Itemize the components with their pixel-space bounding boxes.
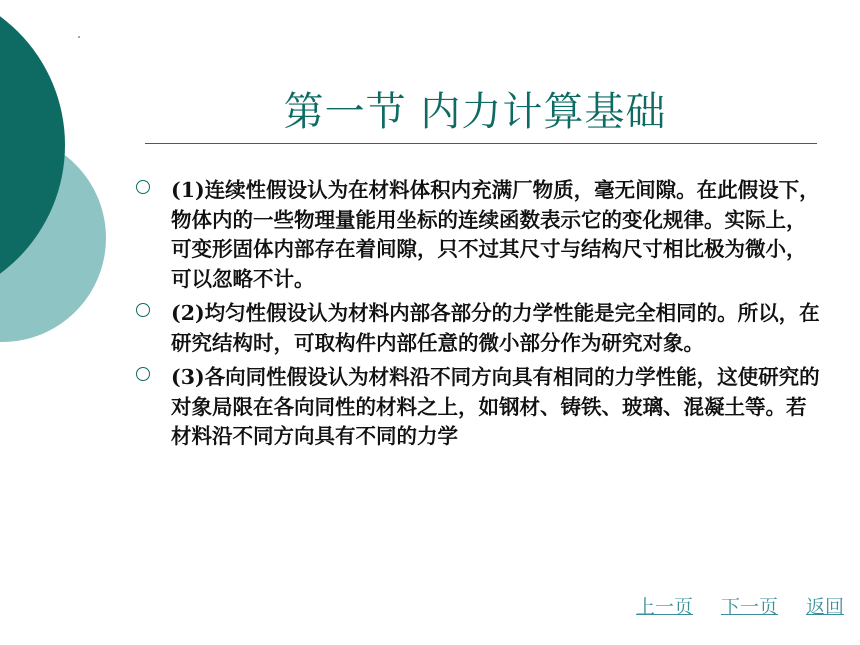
slide-title: 第一节 内力计算基础 [283, 89, 667, 135]
bullet-circle-icon [136, 180, 150, 194]
bullet-item [133, 363, 823, 452]
prev-page-link[interactable]: 上一页 [635, 596, 693, 618]
bullet-text: (2)均匀性假设认为材料内部各部分的力学性能是完全相同的。所以，在研究结构时，可取构件内部任意的微小部分作为研究对象。 [171, 301, 820, 355]
bullet-circle-icon [136, 303, 150, 317]
next-page-link[interactable]: 下一页 [720, 596, 778, 618]
bullet-text: (3)各向同性假设认为材料沿不同方向具有相同的力学性能，这使研究的对象局限在各向同性的材料之上，如钢材、铸铁、玻璃、混凝土等。若材料沿不同方向具有不同的力学 [171, 365, 820, 448]
small-dot [78, 36, 80, 38]
bullet-item [133, 299, 823, 358]
bullet-text: (1)连续性假设认为在材料体积内充满厂物质，毫无间隙。在此假设下，物体内的一些物理量能用坐标的连续函数表示它的变化规律。实际上，可变形固体内部存在着间隙，只不过其尺寸与结构尺寸相比极为微小，可以忽略不计。 [171, 178, 820, 291]
title-divider [145, 143, 817, 144]
back-link[interactable]: 返回 [805, 596, 844, 618]
bullet-item [133, 176, 823, 294]
bullet-circle-icon [136, 367, 150, 381]
navigation-links [636, 592, 844, 619]
bullet-list [133, 176, 823, 457]
